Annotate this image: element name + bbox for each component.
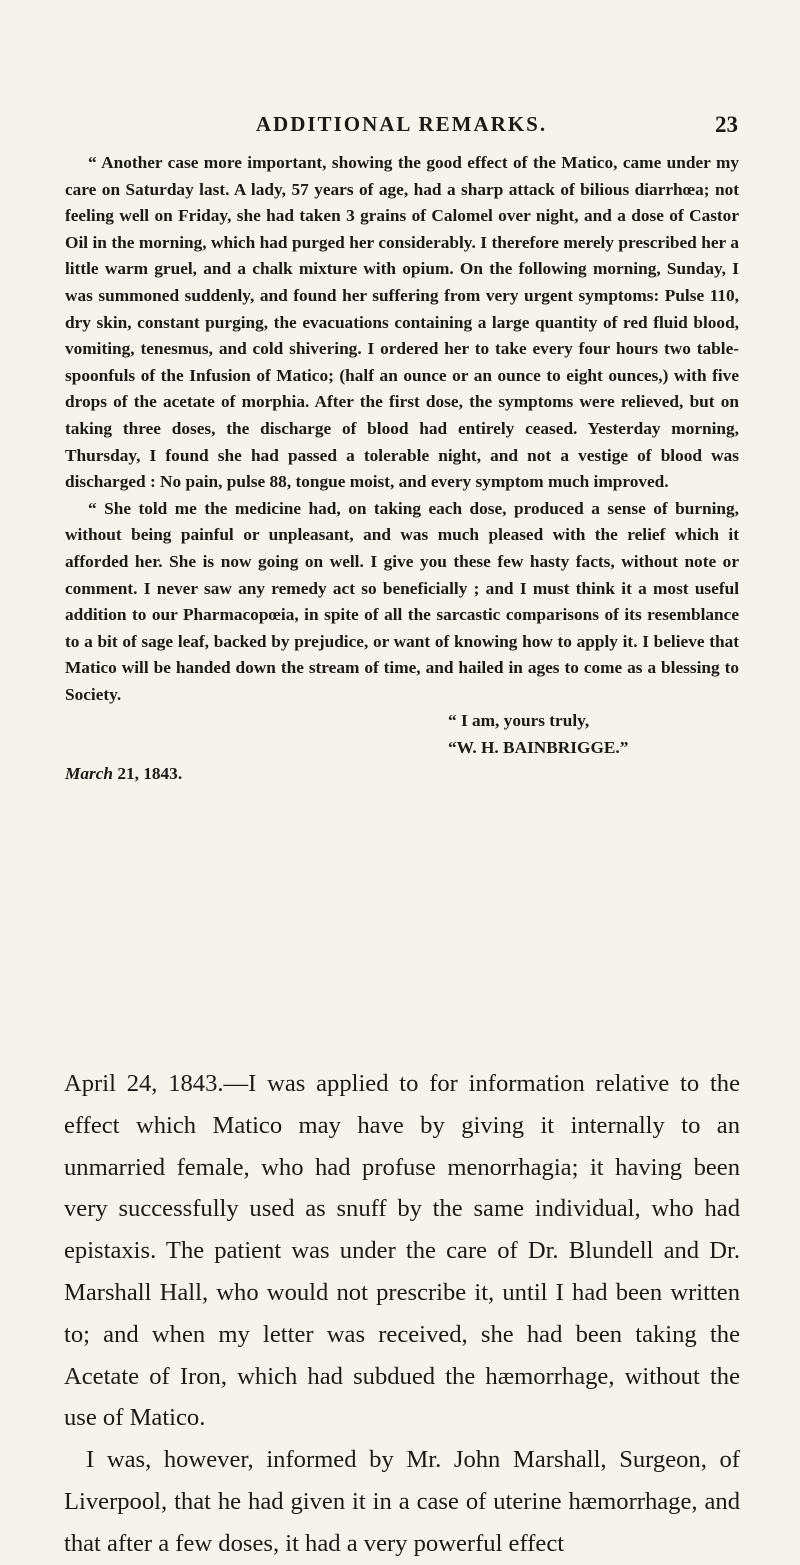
letter-paragraph: “ Another case more important, showing the good effect of the Matico, came under my care on Saturday last. A lady, 57 years of age, had a sharp attack of bilious diarrhœa; not feeling well on Friday, she had taken 3 grains of Calomel over night, and a dose of Castor Oil in the morning, which had purged her considerably. I therefore merely prescribed her a little warm gruel, and a chalk mixture with opium. On the following morning, Sunday, I was summoned suddenly, and found her suffering from very urgent symptoms: Pulse 110, dry skin, constant purging, the evacuations containing a large quantity of red fluid blood, vomiting, tenesmus, and cold shivering. I ordered her to take every four hours two table-spoonfuls of the Infusion of Matico; (half an ounce or an ounce to eight ounces,) with five drops of the acetate of morphia. After the first dose, the symptoms were relieved, but on taking three doses, the discharge of blood had entirely ceased. Yesterday morning, Thursday, I found she had passed a tolerable night, and not a vestige of blood was discharged : No pain, pulse 88, tongue moist, and every symptom much improved. (65, 153, 739, 492)
letter-signoff (65, 708, 739, 788)
letter-signature: “W. H. BAINBRIGGE.” (448, 738, 629, 758)
main-text (64, 1063, 740, 1565)
letter-paragraph: “ She told me the medicine had, on taking each dose, produced a sense of burning, without being painful or unpleasant, and was much pleased with the relief which it afforded her. She is now going on well. I give you these few hasty facts, without note or comment. I never saw any remedy act so beneficially ; and I must think it a most useful addition to our Pharmacopœia, in spite of all the sarcastic comparisons of its resemblance to a bit of sage leaf, backed by prejudice, or want of knowing how to apply it. I believe that Matico will be handed down the stream of time, and hailed in ages to come as a blessing to Society. (65, 498, 739, 704)
letter-date-day-year: 21, 1843. (113, 764, 183, 784)
page-number: 23 (715, 112, 738, 137)
running-head: ADDITIONAL REMARKS. (255, 112, 548, 136)
letter-date (65, 761, 182, 788)
body-paragraph: I was, however, informed by Mr. John Marshall, Surgeon, of Liverpool, that he had given it in a case of uterine hæmorrhage, and that after a few doses, it had a very powerful effect (64, 1446, 740, 1557)
letter-date-month: March (65, 764, 114, 784)
quoted-letter (65, 150, 739, 788)
body-paragraph: April 24, 1843.—I was applied to for information relative to the effect which Matico may have by giving it internally to an unmarried female, who had profuse menorrhagia; it having been very successfully used as snuff by the same individual, who had epistaxis. The patient was under the care of Dr. Blundell and Dr. Marshall Hall, who would not prescribe it, until I had been written to; and when my letter was received, she had been taking the Acetate of Iron, which had subdued the hæmorrhage, without the use of Matico. (64, 1070, 740, 1432)
letter-closing: “ I am, yours truly, (448, 711, 590, 731)
page-header (65, 112, 738, 142)
